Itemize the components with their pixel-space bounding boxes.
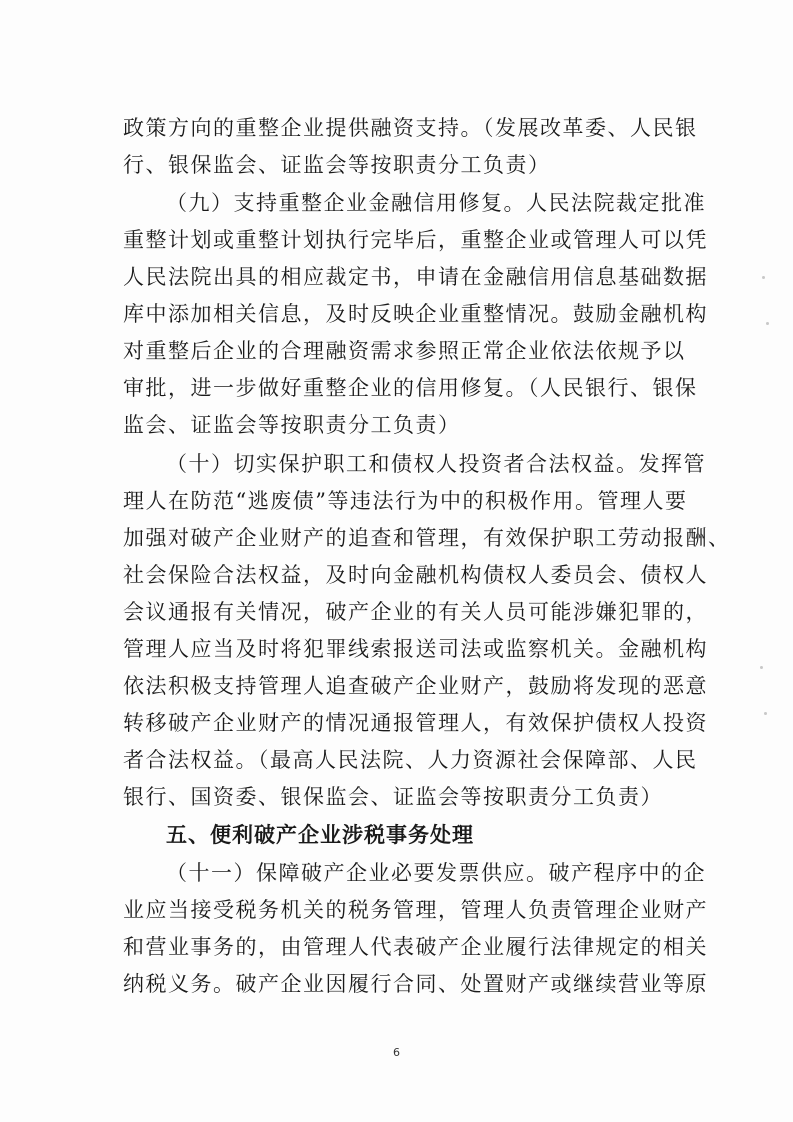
text-line: 和营业事务的，由管理人代表破产企业履行法律规定的相关	[123, 935, 708, 959]
text-line: 转移破产企业财产的情况通报管理人，有效保护债权人投资	[123, 711, 708, 735]
text-line: 行、银保监会、证监会等按职责分工负责）	[123, 153, 551, 177]
text-line: 重整计划或重整计划执行完毕后，重整企业或管理人可以凭	[123, 228, 708, 252]
text-line: 纳税义务。破产企业因履行合同、处置财产或继续营业等原	[123, 972, 708, 996]
text-line: 加强对破产企业财产的追查和管理，有效保护职工劳动报酬、	[123, 526, 731, 550]
text-line: 库中添加相关信息，及时反映企业重整情况。鼓励金融机构	[123, 302, 708, 326]
scan-speck	[766, 322, 769, 325]
text-line: 会议通报有关情况，破产企业的有关人员可能涉嫌犯罪的，	[123, 600, 708, 624]
text-line: 业应当接受税务机关的税务管理，管理人负责管理企业财产	[123, 898, 708, 922]
text-line: 对重整后企业的合理融资需求参照正常企业依法依规予以	[123, 339, 686, 363]
scan-speck	[760, 666, 763, 669]
text-line: 政策方向的重整企业提供融资支持。（发展改革委、人民银	[123, 116, 698, 140]
text-line: 银行、国资委、银保监会、证监会等按职责分工负责）	[123, 785, 663, 809]
text-line: （十一）保障破产企业必要发票供应。破产程序中的企	[166, 861, 706, 885]
section-heading: 五、便利破产企业涉税事务处理	[166, 823, 474, 847]
scan-speck	[762, 276, 765, 279]
text-line: 管理人应当及时将犯罪线索报送司法或监察机关。金融机构	[123, 637, 708, 661]
text-line: 监会、证监会等按职责分工负责）	[123, 413, 461, 437]
text-line: （九）支持重整企业金融信用修复。人民法院裁定批准	[166, 191, 706, 215]
page-number: 6	[393, 1046, 400, 1059]
text-line: 理人在防范“逃废债”等违法行为中的积极作用。管理人要	[123, 489, 688, 513]
scan-speck	[764, 712, 767, 715]
text-line: 审批，进一步做好重整企业的信用修复。（人民银行、银保	[123, 376, 698, 400]
text-line: （十）切实保护职工和债权人投资者合法权益。发挥管	[166, 452, 706, 476]
text-line: 社会保险合法权益，及时向金融机构债权人委员会、债权人	[123, 563, 708, 587]
text-line: 人民法院出具的相应裁定书，申请在金融信用信息基础数据	[123, 265, 708, 289]
text-line: 者合法权益。（最高人民法院、人力资源社会保障部、人民	[123, 748, 698, 772]
text-line: 依法积极支持管理人追查破产企业财产，鼓励将发现的恶意	[123, 674, 708, 698]
